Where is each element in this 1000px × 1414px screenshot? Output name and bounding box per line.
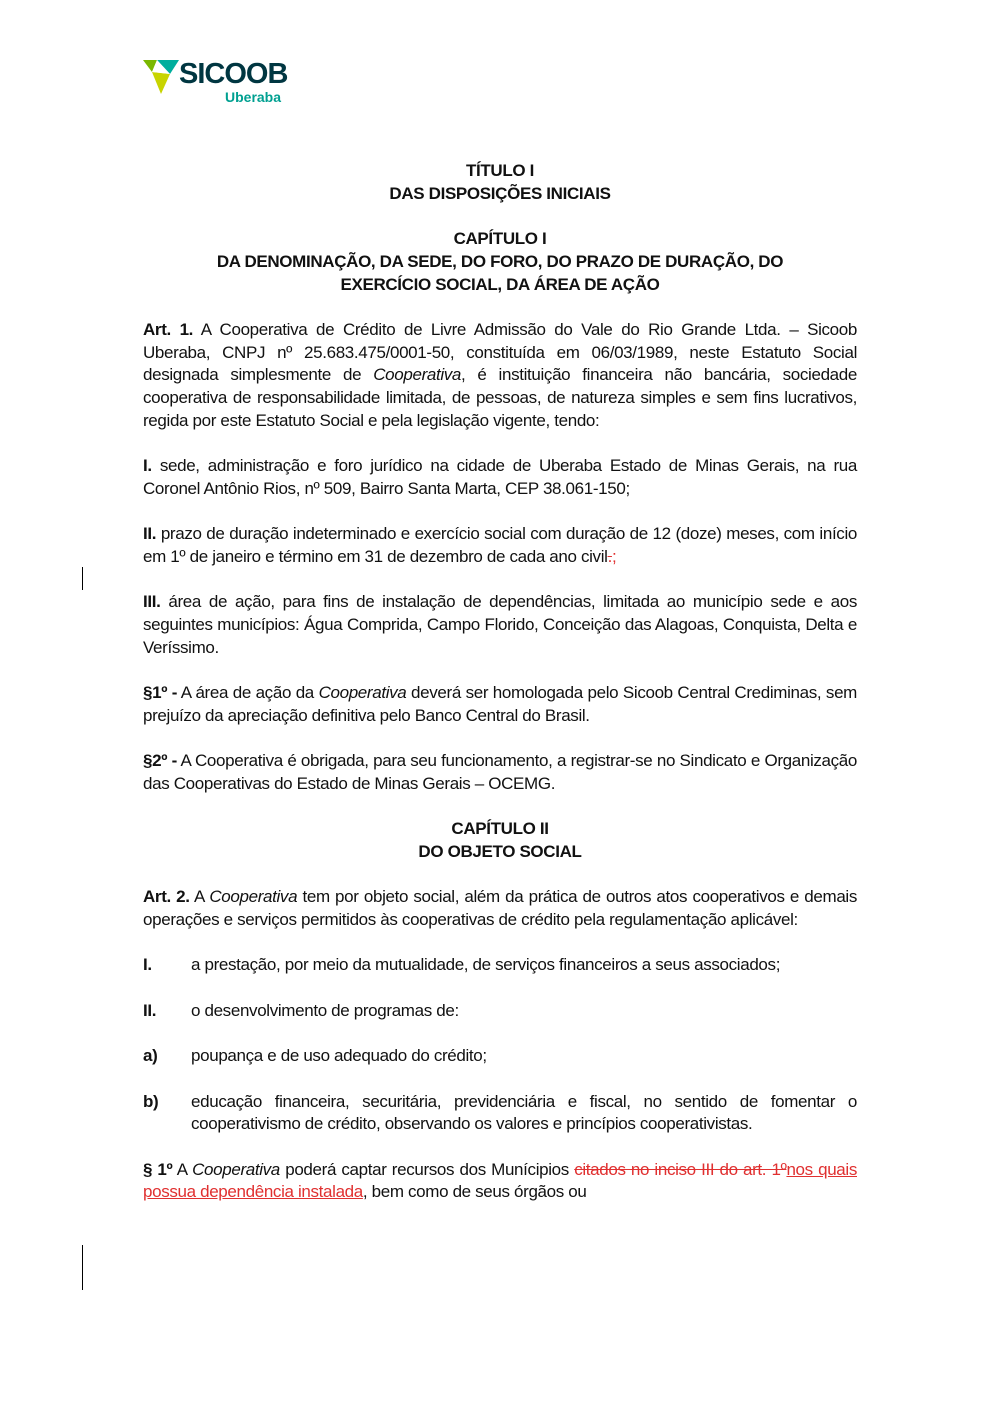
- heading-line: DA DENOMINAÇÃO, DA SEDE, DO FORO, DO PRAZO DE DURAÇÃO, DO: [216, 251, 784, 271]
- list-number: I.: [143, 955, 152, 975]
- list-text: a prestação, por meio da mutualidade, de serviços financeiros a seus associados;: [191, 955, 781, 975]
- inciso-2: [143, 523, 857, 568]
- inserted-text: ;: [611, 546, 617, 566]
- heading-line: CAPÍTULO I: [453, 229, 547, 249]
- inciso-3: [143, 591, 857, 659]
- text: poderá captar recursos dos Munícipios: [279, 1159, 575, 1179]
- heading-line: EXERCÍCIO SOCIAL, DA ÁREA DE AÇÃO: [340, 274, 660, 294]
- article-1: [143, 319, 857, 433]
- text: deverá ser homologada pelo Sicoob Central Crediminas, sem prejuízo da apreciação definitiva pelo Banco Central do Brasil.: [143, 683, 857, 725]
- title-heading: [143, 160, 857, 205]
- paragraph-1: [143, 682, 857, 727]
- list-item: [143, 954, 857, 977]
- list-item: [143, 1000, 857, 1023]
- article-number: Art. 1.: [143, 319, 194, 339]
- deleted-text: .: [607, 546, 612, 566]
- heading-line: TÍTULO I: [465, 161, 535, 180]
- text: sede, administração e foro jurídico na cidade de Uberaba Estado de Minas Gerais, na rua Coronel Antônio Rios, nº 509, Bairro Santa Marta, CEP 38.061-150;: [143, 456, 857, 498]
- list-item: [143, 1045, 857, 1068]
- paragraph-number: § 1º: [143, 1159, 173, 1179]
- text: A Cooperativa de Crédito de Livre Admissão do Vale do Rio Grande Ltda. – Sicoob Uberaba, CNPJ nº 25.683.475/0001-50, constituída em 06/03/1989, neste Estatuto Social designada simplesmente de: [143, 319, 857, 385]
- heading-line: CAPÍTULO II: [451, 819, 549, 839]
- list-text: poupança e de uso adequado do crédito;: [191, 1046, 487, 1066]
- document-body: [143, 160, 857, 1227]
- text-italic: Cooperativa: [192, 1159, 280, 1179]
- list-text: educação financeira, securitária, previdenciária e fiscal, no sentido de fomentar o cooperativismo de crédito, observando os valores e princípios cooperativistas.: [191, 1091, 857, 1134]
- paragraph-3: [143, 1159, 857, 1204]
- text: , é instituição financeira não bancária, sociedade cooperativa de responsabilidade limitada, de pessoas, de natureza simples e sem fins lucrativos, regida por este Estatuto Social e pela legislação vigente, tendo:: [143, 365, 857, 430]
- chapter-1-heading: [143, 228, 857, 296]
- text: A: [189, 887, 210, 907]
- text: A área de ação da: [177, 683, 319, 703]
- article-number: Art. 2.: [143, 887, 190, 907]
- text: tem por objeto social, além da prática de outros atos cooperativos e demais operações e serviços permitidos às cooperativas de crédito pela regulamentação aplicável:: [143, 887, 858, 930]
- sicoob-logo: [143, 58, 288, 108]
- heading-line: DO OBJETO SOCIAL: [418, 841, 582, 861]
- text: , bem como de seus órgãos ou: [362, 1182, 587, 1202]
- text: A Cooperativa é obrigada, para seu funcionamento, a registrar-se no Sindicato e Organização das Cooperativas do Estado de Minas Gerais – OCEMG.: [143, 751, 857, 793]
- sicoob-triangle-icon: [143, 60, 179, 94]
- inciso-1: [143, 455, 857, 500]
- text-italic: Cooperativa: [209, 887, 298, 907]
- list-number: II.: [143, 1000, 157, 1020]
- inserted-text: nos quais possua dependência instalada: [143, 1159, 857, 1202]
- text: área de ação, para fins de instalação de dependências, limitada ao município sede e aos seguintes municípios: Água Comprida, Campo Florido, Conceição das Alagoas, Conquista, Delta e Veríssimo.: [143, 592, 857, 657]
- logo-subtitle: Uberaba: [225, 89, 282, 105]
- text-italic: Cooperativa: [318, 683, 407, 703]
- text: prazo de duração indeterminado e exercício social com duração de 12 (doze) meses, com início em 1º de janeiro e término em 31 de dezembro de cada ano civil: [143, 524, 857, 566]
- chapter-2-heading: [143, 818, 857, 863]
- change-bar: [82, 1245, 83, 1290]
- list-number: a): [143, 1046, 158, 1066]
- list-item: [143, 1091, 857, 1136]
- change-bar: [82, 567, 83, 590]
- paragraph-number: §2º -: [143, 751, 177, 771]
- inciso-number: I.: [143, 456, 152, 476]
- list-text: o desenvolvimento de programas de:: [191, 1000, 459, 1020]
- article-2: [143, 886, 857, 931]
- text: A: [172, 1159, 193, 1179]
- deleted-text: citados no inciso III do art. 1º: [574, 1159, 787, 1179]
- paragraph-number: §1º -: [143, 683, 178, 703]
- list-number: b): [143, 1091, 159, 1111]
- logo-brand: SICOOB: [179, 58, 288, 90]
- text-italic: Cooperativa: [373, 365, 462, 385]
- inciso-number: III.: [143, 592, 161, 612]
- paragraph-2: [143, 750, 857, 795]
- inciso-number: II.: [143, 524, 157, 544]
- heading-line: DAS DISPOSIÇÕES INICIAIS: [389, 183, 611, 203]
